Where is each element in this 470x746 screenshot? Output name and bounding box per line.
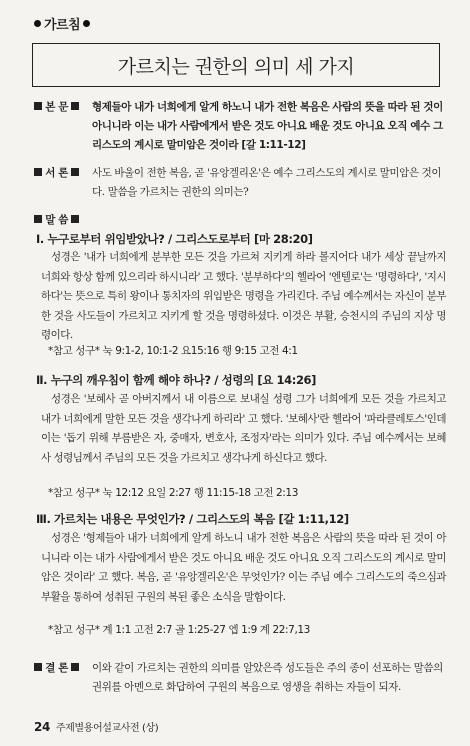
square-bullet-icon: [71, 215, 79, 223]
square-bullet-icon: [34, 168, 42, 176]
point-heading: Ⅰ. 누구로부터 위임받았나? / 그리스도로부터 [마 28:20]: [36, 232, 313, 246]
square-bullet-icon: [34, 102, 42, 110]
bonmun-label-text: 본 문: [45, 101, 69, 113]
square-bullet-icon: [71, 663, 79, 671]
point-body: 성경은 '내가 너희에게 분부한 모든 것을 가르쳐 지키게 하라 볼지어다 내가 세상 끝날까지 너희와 항상 함께 있으리라 하시니라' 고 했다. '분부하다'의 헬라어 '엔텔로'는 '명령하다', '지시하다'는 뜻으로 특히 왕이나 통치자의 위임받은 명령을 가리킨다. 주님 예수께서는 자신이 분부한 것을 사도들이 가르치고 지키게 할 것을 명령하셨다. 이것은 부활, 승천시의 주님의 지상 명령이다.: [41, 251, 446, 341]
bonmun-text: 형제들아 내가 너희에게 알게 하노니 내가 전한 복음은 사람의 뜻을 따라 된 것이 아니니라 이는 내가 사람에게서 받은 것도 아니요 배운 것도 아니요 오직 예수 그리스도의 계시로 말미암은 것이라 [갈 1:11-12]: [92, 101, 443, 151]
point-body: 성경은 '보혜사 곧 아버지께서 내 이름으로 보내실 성령 그가 너희에게 모든 것을 가르치고 내가 너희에게 말한 모든 것을 생각나게 하리라' 고 했다. '보혜사'란 헬라어 '파라클레토스'인데 이는 '돕기 위해 부름받은 자, 중매자, 변호사, 조정자'라는 의미가 있다. 주님 예수께서는 보혜사 성령님께서 주님의 모든 것을 가르치고 생각나게 하신다고 했다.: [41, 393, 446, 464]
page-title: [32, 43, 440, 87]
section-tag-text: 가르침: [44, 18, 81, 33]
malsseum-label-text: 말 씀: [45, 214, 69, 226]
square-bullet-icon: [71, 168, 79, 176]
square-bullet-icon: [34, 215, 42, 223]
bullet-icon: [34, 20, 41, 27]
seoron-label: [34, 164, 79, 183]
point-body: 성경은 '형제들아 내가 너희에게 알게 하노니 내가 전한 복음은 사람의 뜻을 따라 된 것이 아니니라 이는 내가 사람에게서 받은 것도 아니요 배운 것도 아니요 오직 그리스도의 계시로 말미암은 것이라' 고 했다. 복음, 곧 '유앙겔리온'은 무엇인가? 이는 주님 예수 그리스도의 죽으심과 부활을 통하여 성취된 구원의 복된 좋은 소식을 말함이다.: [41, 532, 446, 603]
gyeollon-text: 이와 같이 가르치는 권한의 의미를 알았은즉 성도들은 주의 종이 선포하는 말씀의 권위를 아멘으로 화답하여 구원의 복음으로 영생을 취하는 자들이 되자.: [92, 662, 443, 693]
gyeollon-label: [34, 659, 79, 678]
bonmun-section: [34, 98, 446, 155]
malsseum-label: [34, 211, 79, 230]
point-heading: Ⅲ. 가르치는 내용은 무엇인가? / 그리스도의 복음 [갈 1:11,12]: [36, 512, 349, 526]
point-heading: Ⅱ. 누구의 깨우침이 함께 해야 하나? / 성령의 [요 14:26]: [36, 373, 317, 387]
page-footer: [34, 719, 158, 734]
seoron-section: [34, 164, 446, 202]
section-tag: [34, 14, 90, 33]
bonmun-label: [34, 98, 79, 117]
point-reference: *참고 성구* 계 1:1 고전 2:7 골 1:25-27 엡 1:9 계 22:7,13: [48, 624, 310, 636]
page-number: 24: [34, 720, 50, 734]
square-bullet-icon: [34, 663, 42, 671]
page-title-text: 가르치는 권한의 의미 세 가지: [117, 55, 355, 78]
gyeollon-label-text: 결 론: [45, 662, 69, 674]
point-reference: *참고 성구* 눅 12:12 요일 2:27 행 11:15-18 고전 2:13: [48, 487, 298, 499]
square-bullet-icon: [71, 102, 79, 110]
book-title: 주제별용어설교사전 (상): [55, 723, 159, 734]
seoron-label-text: 서 론: [45, 167, 69, 179]
point-reference: *참고 성구* 눅 9:1-2, 10:1-2 요15:16 행 9:15 고전 4:1: [48, 345, 298, 357]
seoron-text: 사도 바울이 전한 복음, 곧 '유앙겔리온'은 예수 그리스도의 계시로 말미암은 것이다. 말씀을 가르치는 권한의 의미는?: [92, 167, 442, 198]
bullet-icon: [83, 20, 90, 27]
gyeollon-section: [34, 659, 446, 697]
